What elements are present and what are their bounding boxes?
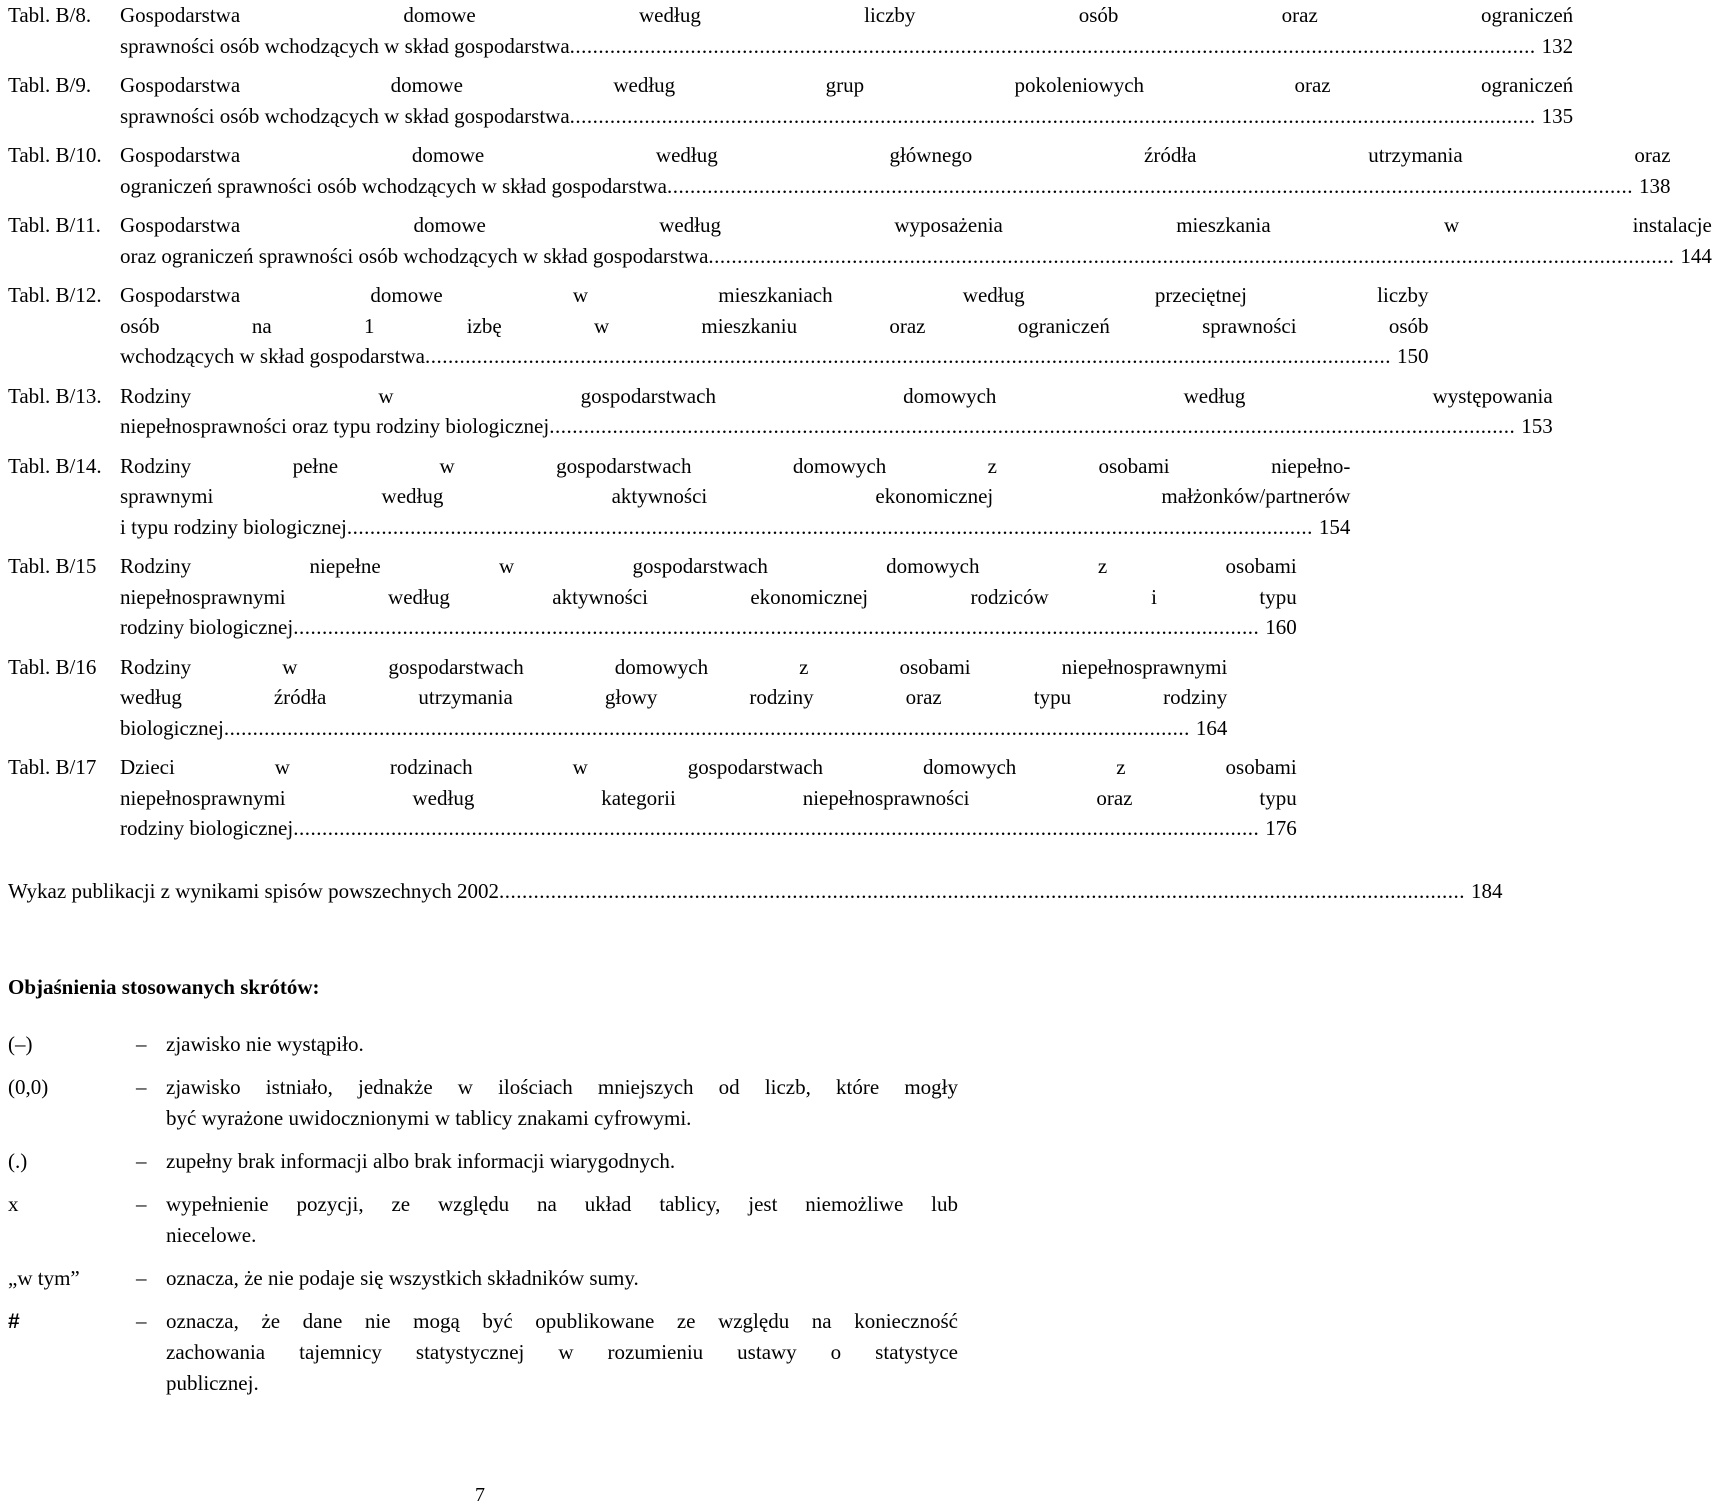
abbreviation-description: być wyrażone uwidocznionymi w tablicy znakami cyfrowymi. [166,1106,692,1130]
toc-title-line: Rodziny niepełne w gospodarstwach domowych z osobami [120,554,1297,578]
abbreviation-symbol: (0,0) [8,1075,49,1099]
toc-title-line: według źródła utrzymania głowy rodziny oraz typu rodziny [120,685,1228,709]
toc-entry[interactable] [8,752,1297,844]
toc-title-line: Gospodarstwa domowe według liczby osób oraz ograniczeń [120,3,1574,27]
toc-page-number: 138 [1639,173,1671,198]
toc-title-line: Gospodarstwa domowe według głównego źródła utrzymania oraz [120,143,1671,167]
leader-dots [347,512,1313,543]
toc-page-number: 135 [1541,103,1574,128]
toc-entry[interactable] [8,140,1671,201]
toc-title-line: Gospodarstwa domowe według wyposażenia mieszkania w instalacje [120,213,1712,237]
table-of-contents [8,0,1712,853]
toc-label: Tabl. B/12. [8,283,102,307]
toc-entry[interactable] [8,451,1351,543]
toc-page-number: 176 [1265,816,1297,840]
leader-dots [549,411,1515,442]
leader-dots [570,31,1536,62]
leader-dots [425,341,1391,372]
toc-page-number: 154 [1318,514,1351,539]
leader-dots [708,241,1674,272]
toc-title-line: Rodziny w gospodarstwach domowych według występowania [120,383,1553,408]
toc-title-line: i typu rodziny biologicznej [120,514,347,539]
dash-separator: – [136,1032,147,1056]
toc-label: Tabl. B/10. [8,143,102,167]
dash-separator: – [136,1075,147,1099]
abbreviation-row [8,1072,958,1134]
toc-entry[interactable] [8,0,1574,61]
abbreviations-list [8,1029,958,1411]
abbreviation-symbol: x [8,1192,19,1216]
abbreviation-description: wypełnienie pozycji, ze względu na układ tablicy, jest niemożliwe lub [166,1192,958,1216]
abbreviation-description: oznacza, że dane nie mogą być opublikowane ze względu na konieczność [166,1309,958,1333]
toc-entry[interactable] [8,381,1553,442]
toc-entry[interactable] [8,652,1228,744]
abbreviation-symbol: „w tym” [8,1266,80,1290]
leader-dots [224,713,1190,744]
dash-separator: – [136,1192,147,1216]
leader-dots [293,612,1259,643]
toc-title-line: osób na 1 izbę w mieszkaniu oraz ograniczeń sprawności osób [120,313,1429,338]
dash-separator: – [136,1149,147,1173]
leader-dots [293,813,1259,844]
toc-title-line: wchodzących w skład gospodarstwa [120,344,425,368]
toc-title-line: niepełnosprawności oraz typu rodziny biologicznej [120,414,550,438]
abbreviation-description: publicznej. [166,1371,259,1395]
abbreviation-row [8,1263,958,1294]
dash-separator: – [136,1266,147,1290]
page-number: 7 [475,1484,485,1506]
toc-title-line: sprawnymi według aktywności ekonomicznej małżonków/partnerów [120,484,1351,508]
abbreviation-symbol: # [8,1310,20,1333]
toc-label: Tabl. B/15 [8,554,97,578]
toc-page-number: 144 [1680,243,1712,268]
leader-dots [499,876,1465,906]
toc-title-line: rodziny biologicznej [120,615,294,639]
toc-entry[interactable] [8,70,1574,131]
toc-page-number: 132 [1541,33,1574,58]
abbreviation-description: zjawisko nie wystąpiło. [166,1032,364,1056]
abbreviation-row [8,1306,958,1399]
toc-page-number: 153 [1521,414,1553,438]
toc-label: Tabl. B/9. [8,73,92,97]
toc-label: Tabl. B/17 [8,755,97,779]
toc-page-number: 150 [1397,344,1429,368]
toc-title-line: biologicznej [120,715,224,740]
toc-entry[interactable] [8,551,1297,643]
toc-label: Tabl. B/11. [8,213,101,237]
abbreviation-row [8,1189,958,1251]
toc-entry-publications[interactable] [8,876,1503,906]
leader-dots [570,101,1536,132]
toc-title-line: Gospodarstwa domowe w mieszkaniach według przeciętnej liczby [120,283,1429,307]
abbreviation-symbol: (–) [8,1032,33,1056]
toc-title-line: Rodziny w gospodarstwach domowych z osobami niepełnosprawnymi [120,654,1228,679]
toc-title-line: oraz ograniczeń sprawności osób wchodzących w skład gospodarstwa [120,243,709,268]
toc-label: Tabl. B/8. [8,3,92,27]
toc-title-line: Dzieci w rodzinach w gospodarstwach domowych z osobami [120,755,1297,779]
abbreviation-description: zupełny brak informacji albo brak informacji wiarygodnych. [166,1149,676,1173]
toc-entry[interactable] [8,280,1429,372]
toc-title-line: niepełnosprawnymi według aktywności ekonomicznej rodziców i typu [120,584,1297,609]
toc-label: Tabl. B/13. [8,383,102,408]
toc-title-line: sprawności osób wchodzących w skład gospodarstwa [120,103,570,128]
toc-label: Tabl. B/16 [8,654,97,679]
toc-title-line: sprawności osób wchodzących w skład gospodarstwa [120,33,570,58]
toc-entry[interactable] [8,210,1712,271]
abbreviation-description: zachowania tajemnicy statystycznej w rozumieniu ustawy o statystyce [166,1340,958,1364]
toc-page-number: 160 [1265,615,1297,639]
toc-title-line: ograniczeń sprawności osób wchodzących w skład gospodarstwa [120,173,668,198]
leader-dots [667,171,1633,202]
abbreviation-description: oznacza, że nie podaje się wszystkich składników sumy. [166,1266,639,1290]
abbreviation-description: zjawisko istniało, jednakże w ilościach mniejszych od liczb, które mogły [166,1075,958,1099]
toc-page-number: 164 [1195,715,1228,740]
toc-title-line: Rodziny pełne w gospodarstwach domowych z osobami niepełno- [120,453,1351,478]
abbreviation-description: niecelowe. [166,1223,257,1247]
abbreviation-row [8,1146,958,1177]
abbreviations-heading: Objaśnienia stosowanych skrótów: [8,975,320,999]
toc-title-line: niepełnosprawnymi według kategorii niepełnosprawności oraz typu [120,785,1297,810]
toc-title-line: Wykaz publikacji z wynikami spisów powszechnych 2002 [8,879,499,903]
toc-title-line: Gospodarstwa domowe według grup pokoleniowych oraz ograniczeń [120,73,1574,97]
abbreviation-symbol: (.) [8,1149,28,1173]
toc-title-line: rodziny biologicznej [120,816,294,840]
toc-page-number: 184 [1470,879,1503,903]
dash-separator: – [136,1309,147,1333]
toc-label: Tabl. B/14. [8,453,102,478]
abbreviation-row [8,1029,958,1060]
